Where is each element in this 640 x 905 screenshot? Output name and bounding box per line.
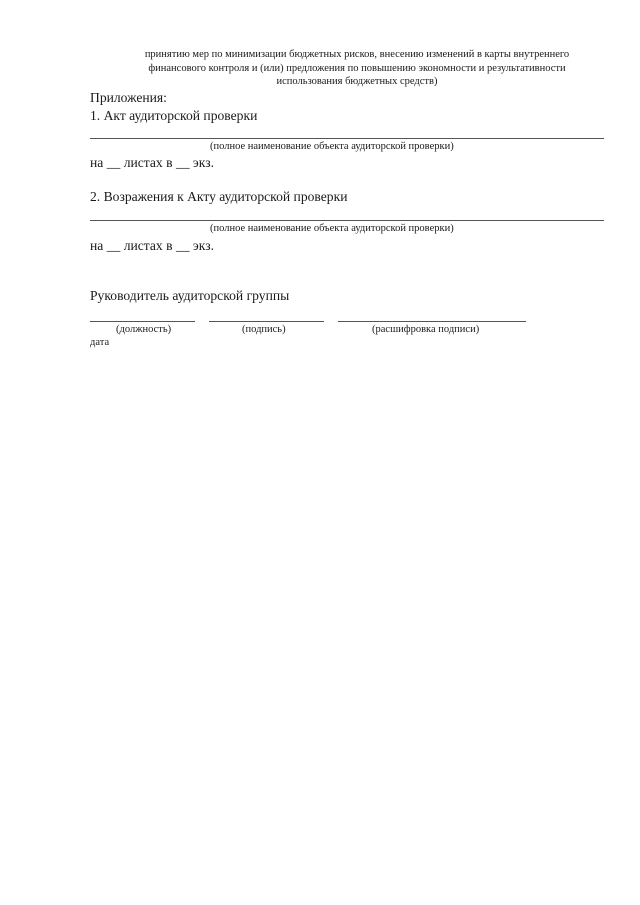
attachment-2-title: 2. Возражения к Акту аудиторской проверки xyxy=(90,189,348,204)
attachments-heading: Приложения: xyxy=(90,90,167,105)
attachment-2-fill-line xyxy=(90,220,604,221)
intro-line-1: принятию мер по минимизации бюджетных рисков, внесению изменений в карты внутреннего xyxy=(144,49,570,60)
signature-label: (подпись) xyxy=(242,324,286,335)
date-label: дата xyxy=(90,337,110,348)
attachment-1-caption: (полное наименование объекта аудиторской проверки) xyxy=(210,141,454,152)
signature-title: Руководитель аудиторской группы xyxy=(90,288,290,303)
position-label: (должность) xyxy=(116,324,172,335)
intro-paragraph xyxy=(92,48,622,89)
attachment-2-caption: (полное наименование объекта аудиторской проверки) xyxy=(210,223,454,234)
intro-line-2: финансового контроля и (или) предложения по повышению экономности и результативности xyxy=(148,62,566,74)
decoding-label: (расшифровка подписи) xyxy=(372,324,480,335)
decoding-line xyxy=(338,321,526,322)
attachment-1-fill-line xyxy=(90,138,604,139)
attachment-1-pages: на __ листах в __ экз. xyxy=(90,155,214,170)
intro-line-3: использования бюджетных средств) xyxy=(276,76,438,87)
attachment-1-title: 1. Акт аудиторской проверки xyxy=(90,108,258,123)
attachment-2-pages: на __ листах в __ экз. xyxy=(90,238,214,253)
position-line xyxy=(90,321,195,322)
signature-line xyxy=(209,321,324,322)
